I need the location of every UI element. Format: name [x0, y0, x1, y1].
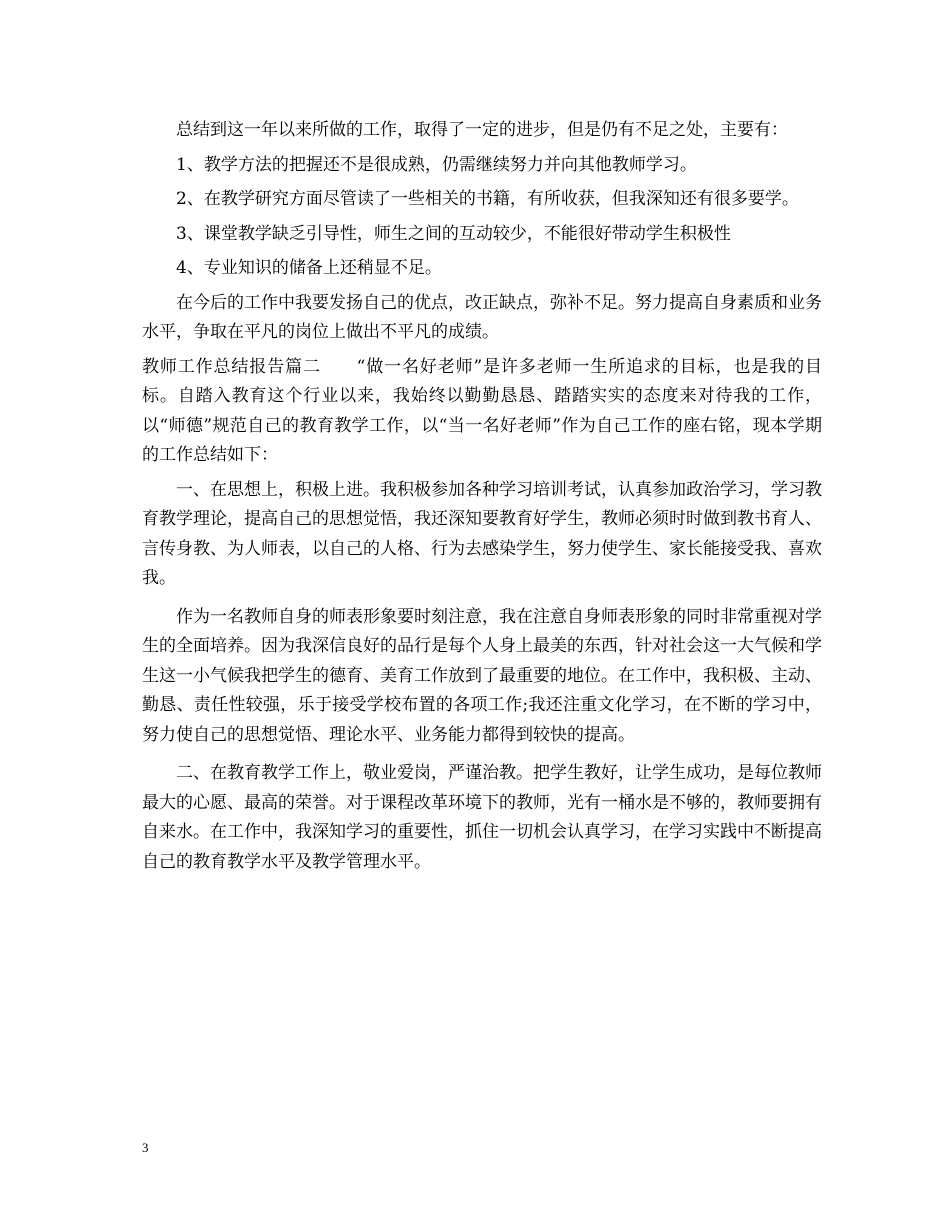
- paragraph-point-2: 2、在教学研究方面尽管读了一些相关的书籍，有所收获，但我深知还有很多要学。: [176, 189, 799, 209]
- paragraph-point-1: 1、教学方法的把握还不是很成熟，仍需继续努力并向其他教师学习。: [176, 154, 697, 175]
- paragraph-report-two-intro: 教师工作总结报告篇二 “做一名好老师”是许多老师一生所追求的目标，也是我的目标。自踏入教育这个行业以来，我始终以勤勤恳恳、踏踏实实的态度来对待我的工作，以“师德”规范自己的教育教学工作，以“当一名好老师”作为自己工作的座右铭，现本学期的工作总结如下：: [142, 356, 822, 465]
- paragraph-future-plan: 在今后的工作中我要发扬自己的优点，改正缺点，弥补不足。努力提高自身素质和业务水平，争取在平凡的岗位上做出不平凡的成绩。: [142, 292, 822, 342]
- paragraph-summary-intro: 总结到这一年以来所做的工作，取得了一定的进步，但是仍有不足之处，主要有：: [176, 120, 788, 140]
- paragraph-teaching-work: 二、在教育教学工作上，敬业爱岗，严谨治教。把学生教好，让学生成功，是每位教师最大的心愿、最高的荣誉。对于课程改革环境下的教师，光有一桶水是不够的，教师要拥有自来水。在工作中，我深知学习的重要性，抓住一切机会认真学习，在学习实践中不断提高自己的教育教学水平及教学管理水平。: [142, 763, 822, 872]
- paragraph-point-3: 3、课堂教学缺乏引导性，师生之间的互动较少，不能很好带动学生积极性: [176, 223, 731, 244]
- paragraph-teacher-image: 作为一名教师自身的师表形象要时刻注意，我在注意自身师表形象的同时非常重视对学生的全面培养。因为我深信良好的品行是每个人身上最美的东西，针对社会这一大气候和学生这一小气候我把学生的德育、美育工作放到了最重要的地位。在工作中，我积极、主动、勤恳、责任性较强，乐于接受学校布置的各项工作;我还注重文化学习，在不断的学习中，努力使自己的思想觉悟、理论水平、业务能力都得到较快的提高。: [142, 606, 822, 745]
- document-body: [142, 116, 822, 882]
- paragraph-ideology: 一、在思想上，积极上进。我积极参加各种学习培训考试，认真参加政治学习，学习教育教学理论，提高自己的思想觉悟，我还深知要教育好学生，教师必须时时做到教书育人、言传身教、为人师表，以自己的人格、行为去感染学生，努力使学生、家长能接受我、喜欢我。: [142, 479, 822, 588]
- paragraph-point-4: 4、专业知识的储备上还稍显不足。: [176, 258, 442, 278]
- page-number: 3: [142, 1140, 149, 1155]
